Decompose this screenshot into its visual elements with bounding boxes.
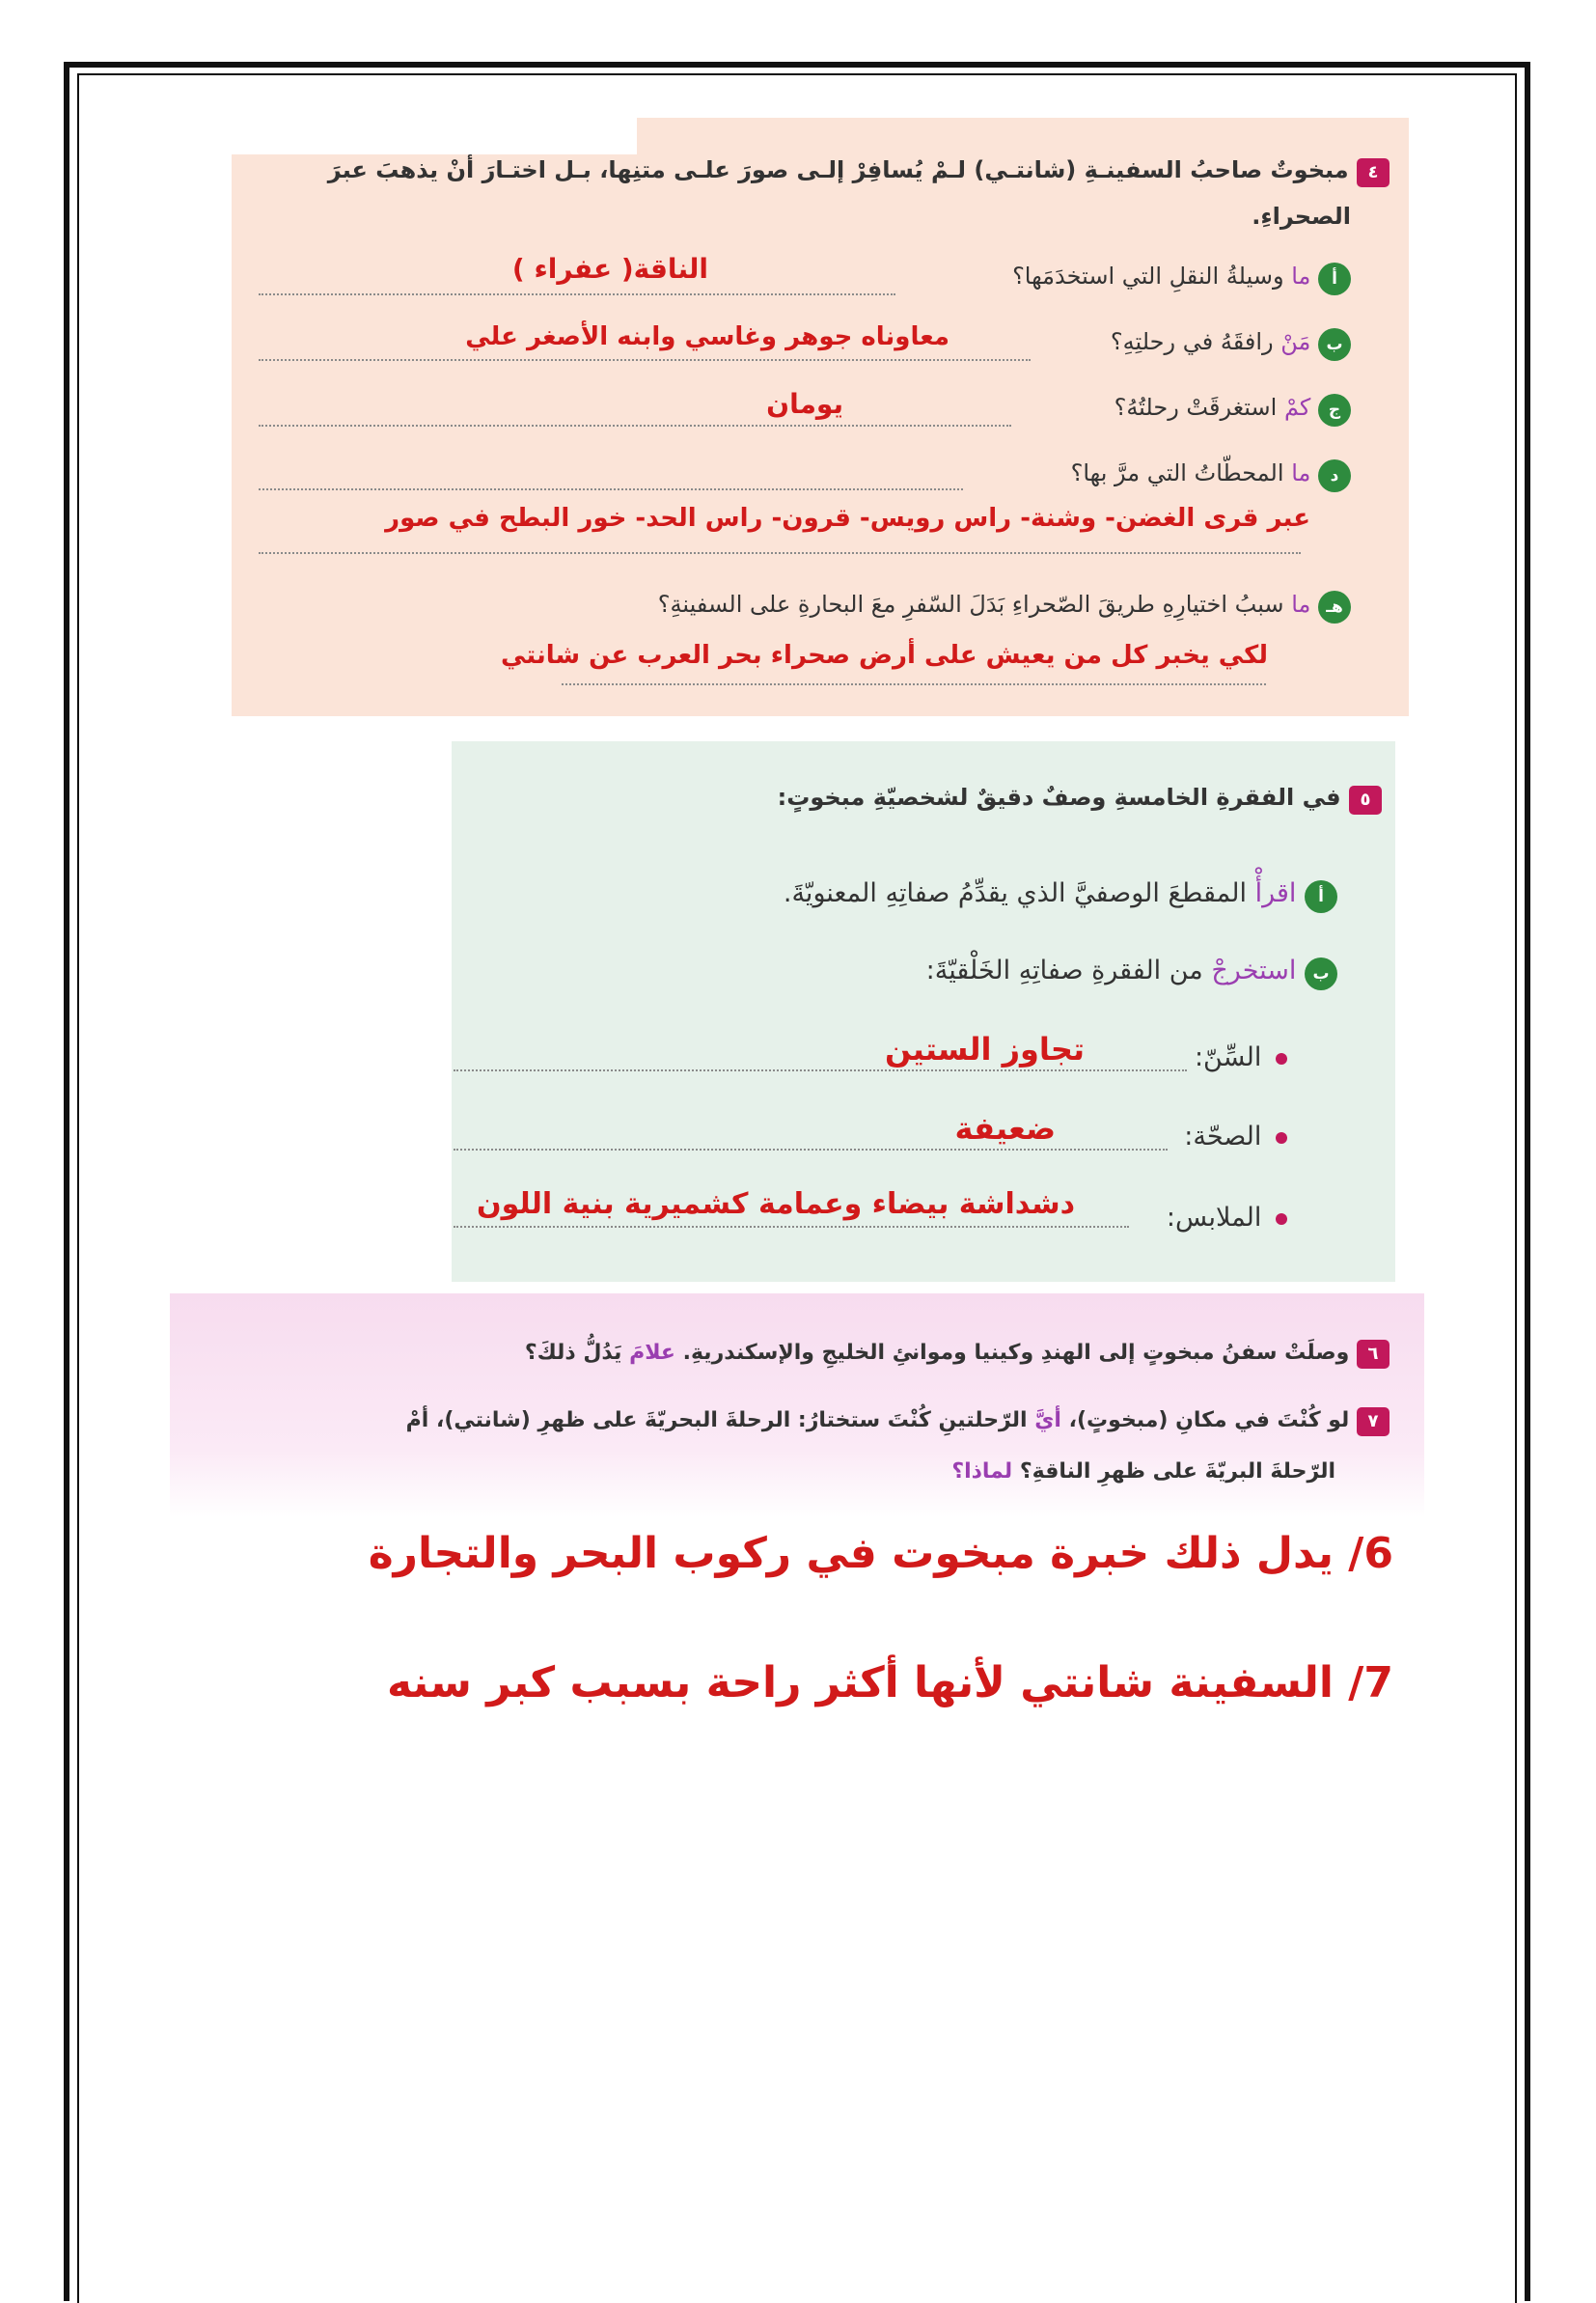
q7-line2: الرّحلةَ البريّةَ على ظهرِ الناقةِ؟ <box>1019 1459 1335 1484</box>
q5-b-text: من الفقرةِ صفاتِهِ الخَلْقيّةَ: <box>925 956 1203 985</box>
q5-trait-age <box>1195 1042 1287 1072</box>
q4-c-badge: ج <box>1318 394 1351 427</box>
q5-b-badge: ب <box>1305 957 1337 990</box>
q4-e-text: سببُ اختيارِهِ طريقَ الصّحراءِ بَدَلَ السّفرِ معَ البحارةِ على السفينةِ؟ <box>657 591 1284 618</box>
q5-trait-clothes-label: الملابس: <box>1166 1203 1262 1233</box>
q7-row-2 <box>951 1459 1335 1484</box>
q4-intro-line1 <box>328 156 1390 187</box>
q4-item-a <box>1012 263 1351 295</box>
q4-d-lead: ما <box>1291 459 1311 486</box>
q5-a-badge: أ <box>1305 880 1337 913</box>
answer-7: 7/ السفينة شانتي لأنها أكثر راحة بسبب كبر سنه <box>386 1658 1393 1707</box>
q4-d-badge: د <box>1318 459 1351 492</box>
q5-trait-age-label: السِّنّ: <box>1194 1042 1262 1072</box>
q5-item-b <box>926 956 1337 990</box>
q4-b-answer-line <box>259 359 1031 361</box>
q5-trait-clothes-answer: دشداشة بيضاء وعمامة كشميرية بنية اللون <box>477 1187 1075 1221</box>
q4-e-badge: هـ <box>1318 591 1351 624</box>
q4-intro-line2: الصحراءِ. <box>1252 203 1351 230</box>
q7-row-1 <box>406 1407 1390 1436</box>
q5-title-row <box>778 784 1382 815</box>
q6-text: وصلَتْ سفنُ مبخوتٍ إلى الهندِ وكينيا وموانئِ الخليجِ والإسكندريةِ. <box>682 1341 1350 1365</box>
q4-c-lead: كمْ <box>1283 394 1311 421</box>
q4-number-badge: ٤ <box>1357 158 1390 187</box>
q7-text-b: الرّحلتينِ كُنْتَ ستختارُ: الرحلةَ البحريّةَ على ظهرِ (شانتي)، أمْ <box>405 1408 1028 1432</box>
q6-row <box>525 1340 1390 1369</box>
q5-b-lead: استخرجْ <box>1211 956 1297 985</box>
q5-trait-health-answer: ضعيفة <box>954 1110 1056 1147</box>
q4-d-answer: عبر قرى الغضن- وشنة- راس رويس- قرون- راس الحد- خور البطح في صور <box>385 504 1310 533</box>
q5-trait-health-line <box>454 1149 1168 1151</box>
q4-a-answer-line <box>259 293 895 295</box>
answer-6: 6/ يدل ذلك خبرة مبخوت في ركوب البحر والتجارة <box>368 1529 1393 1578</box>
q7-highlight-2: لماذا؟ <box>951 1459 1013 1484</box>
q4-a-answer: الناقة( عفراء ) <box>511 253 708 285</box>
q5-item-a <box>784 878 1337 913</box>
q4-item-c <box>1114 394 1351 427</box>
q4-c-answer-line <box>259 425 1011 427</box>
q4-item-d <box>1071 459 1351 492</box>
q5-a-text: المقطعَ الوصفيَّ الذي يقدِّمُ صفاتِهِ المعنويّةَ. <box>783 878 1247 908</box>
bullet-icon <box>1276 1132 1287 1144</box>
q4-d-answer-line-1 <box>259 488 963 490</box>
q4-intro-text: مبخوتٌ صاحبُ السفينـةِ (شانتـي) لـمْ يُسافِرْ إلـى صورَ علـى متنِها، بـل اختـارَ أنْ يذهبَ عبرَ <box>327 156 1349 183</box>
q5-trait-health <box>1184 1122 1287 1152</box>
q7-highlight: أيَّ <box>1034 1408 1061 1432</box>
q6-tail: يَدُلُّ ذلكَ؟ <box>524 1341 622 1365</box>
q6-number-badge: ٦ <box>1357 1340 1390 1369</box>
q4-a-lead: ما <box>1291 263 1311 290</box>
q4-d-text: المحطّاتُ التي مرَّ بها؟ <box>1070 459 1284 486</box>
q4-b-lead: مَنْ <box>1280 328 1311 355</box>
q5-trait-clothes-line <box>454 1226 1129 1228</box>
q4-e-lead: ما <box>1291 591 1311 618</box>
q4-b-badge: ب <box>1318 328 1351 361</box>
panel-corner-cut <box>232 118 637 154</box>
q4-c-answer: يومان <box>766 388 843 420</box>
q4-e-answer: لكي يخبر كل من يعيش على أرض صحراء بحر العرب عن شانتي <box>501 641 1268 670</box>
bullet-icon <box>1276 1053 1287 1065</box>
q5-title: في الفقرةِ الخامسةِ وصفٌ دقيقٌ لشخصيّةِ مبخوتٍ: <box>777 784 1341 811</box>
questions-6-7-panel <box>170 1293 1424 1517</box>
bullet-icon <box>1276 1213 1287 1225</box>
q5-trait-clothes <box>1167 1203 1287 1233</box>
q5-trait-age-line <box>454 1069 1187 1071</box>
q4-a-text: وسيلةُ النقلِ التي استخدَمَها؟ <box>1012 263 1284 290</box>
q5-trait-health-label: الصحّة: <box>1184 1122 1262 1152</box>
q4-e-answer-line <box>562 683 1266 685</box>
q7-number-badge: ٧ <box>1357 1407 1390 1436</box>
q4-d-answer-line-2 <box>259 552 1301 554</box>
q6-highlight: علامَ <box>629 1341 675 1365</box>
q5-number-badge: ٥ <box>1349 786 1382 815</box>
q4-b-answer: معاوناه جوهر وغاسي وابنه الأصغر علي <box>465 322 949 351</box>
q4-b-text: رافقَهُ في رحلتِهِ؟ <box>1110 328 1274 355</box>
q4-a-badge: أ <box>1318 263 1351 295</box>
q7-text-a: لو كُنْتَ في مكانِ (مبخوتٍ)، <box>1068 1408 1350 1432</box>
q4-item-e <box>658 591 1351 624</box>
q4-c-text: استغرقَتْ رحلتُهُ؟ <box>1114 394 1278 421</box>
q4-item-b <box>1111 328 1351 361</box>
q5-trait-age-answer: تجاوز الستين <box>884 1031 1085 1068</box>
q5-a-lead: اقرأْ <box>1254 878 1297 908</box>
